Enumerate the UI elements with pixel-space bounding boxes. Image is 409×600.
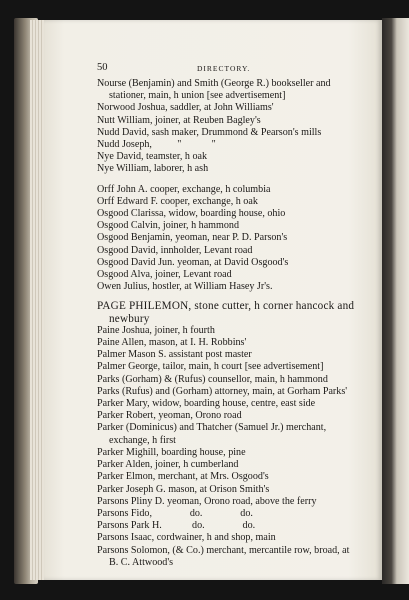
section-gap — [97, 176, 359, 184]
directory-entry: Osgood David Jun. yeoman, at David Osgood's — [97, 256, 289, 268]
directory-entry: Nye David, teamster, h oak — [97, 151, 208, 163]
directory-entry: Osgood Alva, joiner, Levant road — [97, 269, 232, 281]
directory-entry: Osgood Benjamin, yeoman, near P. D. Parson's — [97, 232, 288, 244]
directory-entry: Nourse (Benjamin) and Smith (George R.) bookseller and stationer, main, h union [see advertisement] — [97, 78, 331, 102]
directory-entry: Osgood Calvin, joiner, h hammond — [97, 220, 240, 232]
directory-entry: Nudd David, sash maker, Drummond & Pearson's mills — [97, 126, 322, 138]
page-content — [97, 62, 359, 569]
directory-entry: Parsons Fido, do. do. — [97, 507, 253, 519]
directory-entry: Parsons Park H. do. do. — [97, 520, 256, 532]
page-header — [97, 62, 359, 76]
directory-entry-heading: PAGE PHILEMON, stone cutter, h corner hancock and newbury — [97, 300, 355, 325]
page-number: 50 — [97, 62, 108, 73]
directory-entry: Palmer George, tailor, main, h court [see advertisement] — [97, 361, 324, 373]
directory-entry: Parks (Gorham) & (Rufus) counsellor, main, h hammond — [97, 373, 328, 385]
section-gap — [97, 293, 359, 300]
directory-entry: Parker Mighill, boarding house, pine — [97, 446, 246, 458]
directory-entry: Parker Elmon, merchant, at Mrs. Osgood's — [97, 471, 269, 483]
directory-entry: Nye William, laborer, h ash — [97, 163, 209, 175]
directory-entry: Paine Joshua, joiner, h fourth — [97, 324, 215, 336]
directory-entry: Parsons Pliny D. yeoman, Orono road, above the ferry — [97, 495, 317, 507]
directory-entry: Parks (Rufus) and (Gorham) attorney, main, at Gorham Parks' — [97, 385, 348, 397]
book-cover-right — [382, 18, 409, 584]
directory-entry: Paine Allen, mason, at I. H. Robbins' — [97, 337, 247, 349]
directory-entry: Nudd Joseph, " " — [97, 139, 216, 151]
directory-entry: Osgood Clarissa, widow, boarding house, ohio — [97, 208, 286, 220]
directory-entry: Nutt William, joiner, at Reuben Bagley's — [97, 114, 261, 126]
directory-entry: Osgood David, innholder, Levant road — [97, 244, 253, 256]
directory-entry: Palmer Mason S. assistant post master — [97, 349, 252, 361]
directory-entry: Parker Joseph G. mason, at Orison Smith's — [97, 483, 270, 495]
directory-entry: Parsons Solomon, (& Co.) merchant, mercantile row, broad, at B. C. Attwood's — [97, 544, 350, 568]
directory-entry: Orff Edward F. cooper, exchange, h oak — [97, 195, 258, 207]
directory-entry: Norwood Joshua, saddler, at John Williams' — [97, 102, 274, 114]
directory-entry: Parker Robert, yeoman, Orono road — [97, 410, 242, 422]
directory-entry: Parker (Dominicus) and Thatcher (Samuel Jr.) merchant, exchange, h first — [97, 422, 327, 446]
directory-entry: Parker Mary, widow, boarding house, centre, east side — [97, 398, 316, 410]
directory-entry: Parsons Isaac, cordwainer, h and shop, main — [97, 532, 276, 544]
directory-entry: Orff John A. cooper, exchange, h columbia — [97, 183, 271, 195]
running-title: DIRECTORY. — [197, 64, 251, 73]
directory-entry: Parker Alden, joiner, h cumberland — [97, 459, 239, 471]
directory-entry: Owen Julius, hostler, at William Hasey Jr's. — [97, 281, 273, 293]
